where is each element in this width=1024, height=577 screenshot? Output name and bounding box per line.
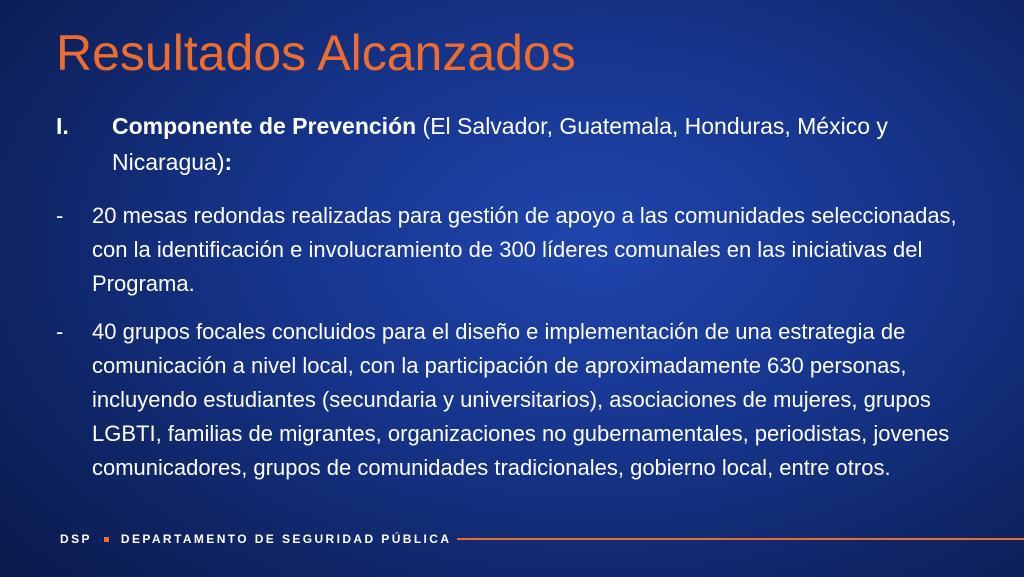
section-colon: : [224, 149, 233, 175]
footer-department-name: DEPARTAMENTO DE SEGURIDAD PÚBLICA [120, 532, 452, 546]
footer-abbr: DSP [60, 532, 92, 546]
section-label: Componente de Prevención [112, 113, 417, 139]
bullet-item [56, 315, 996, 485]
section-number: I. [56, 113, 69, 139]
bullet-text: 40 grupos focales concluidos para el diseño e implementación de una estrategia de comunicación a nivel local, con la participación de aproximadamente 630 personas, incluyendo estudiantes (secundaria y universitarios), asociaciones de mujeres, grupos LGBTI, familias de migrantes, organizaciones no gubernamentales, periodistas, jovenes comunicadores, grupos de comunidades tradicionales, gobierno local, entre otros. [92, 319, 950, 480]
slide-title: Resultados Alcanzados [56, 25, 576, 81]
footer-divider [457, 538, 1024, 540]
footer [60, 529, 1024, 549]
section-heading-text [112, 108, 976, 180]
section-countries: (El Salvador, Guatemala, Honduras, México y Nicaragua) [112, 113, 888, 175]
footer-dot-icon [104, 537, 109, 542]
bullet-marker: - [56, 203, 64, 228]
bullet-item [56, 199, 996, 301]
bullet-marker: - [56, 319, 64, 344]
section-heading [56, 108, 976, 180]
bullet-text: 20 mesas redondas realizadas para gestión de apoyo a las comunidades seleccionadas, con la identificación e involucramiento de 300 líderes comunales en las iniciativas del Programa. [92, 203, 957, 296]
